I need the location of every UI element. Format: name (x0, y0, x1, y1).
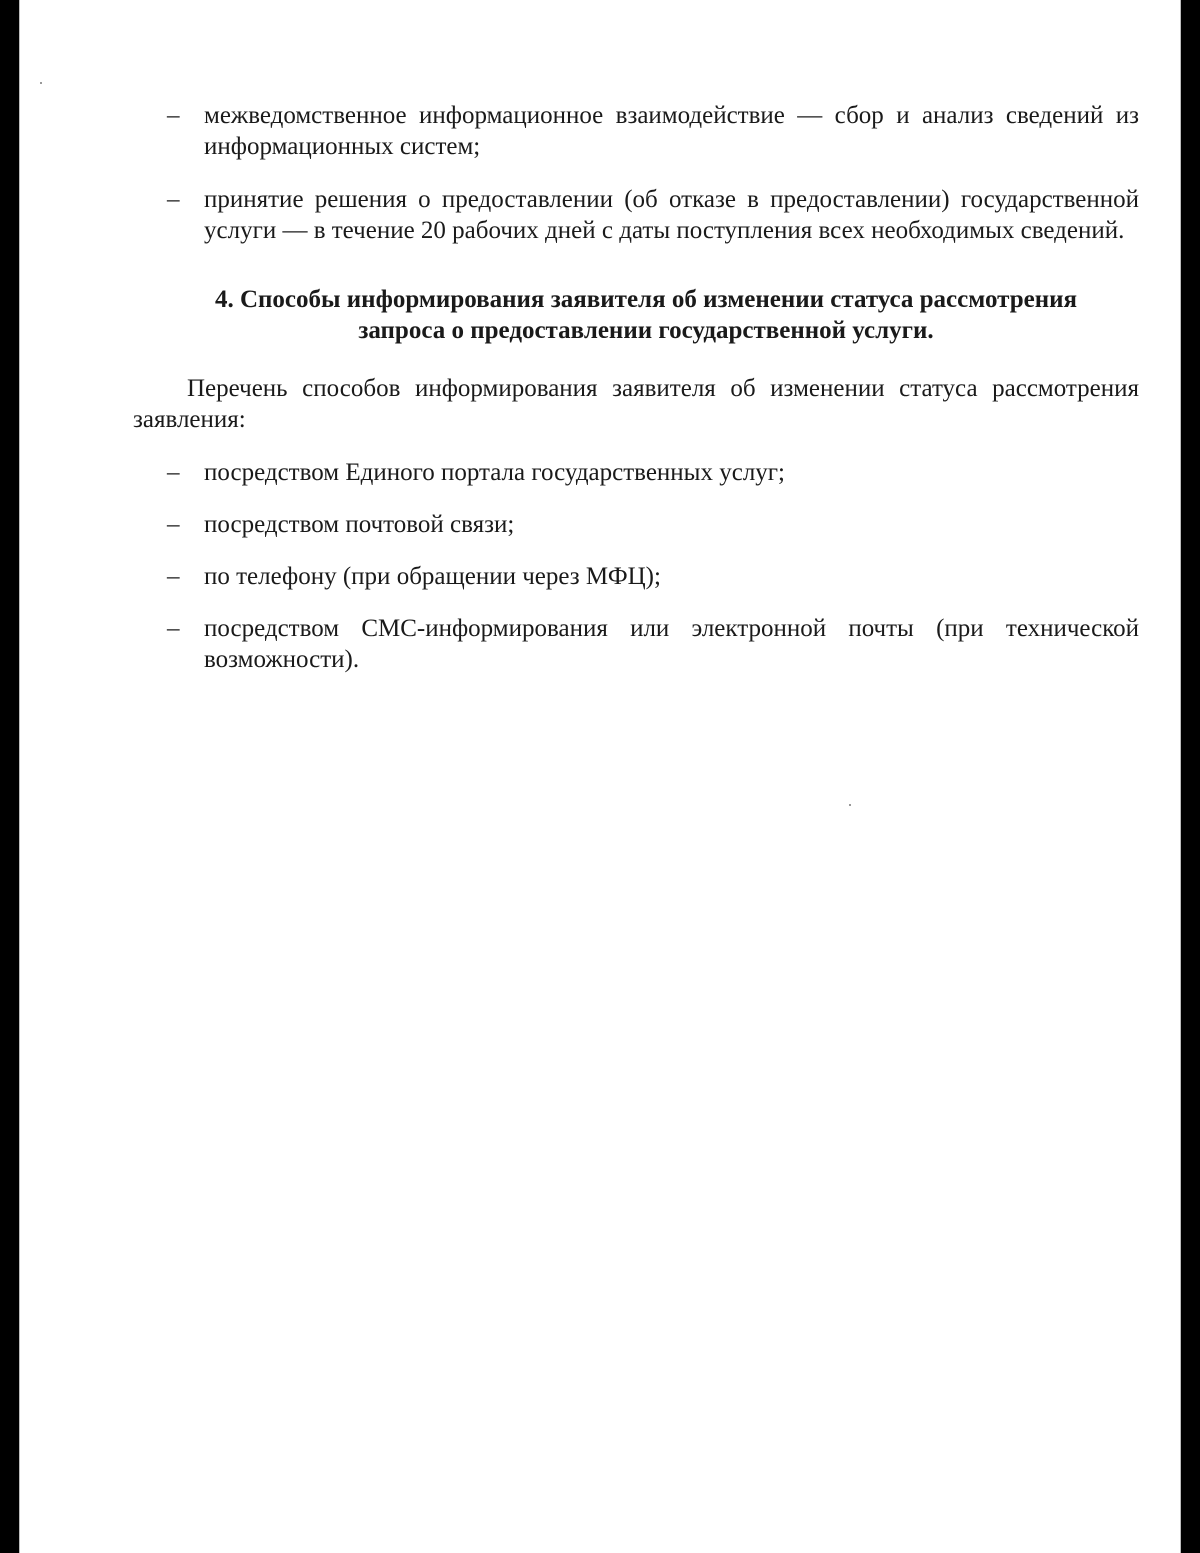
list-item (133, 184, 1139, 246)
list-item-text: посредством почтовой связи; (204, 511, 515, 538)
intro-paragraph: Перечень способов информирования заявителя об изменении статуса рассмотрения заявления: (133, 375, 1139, 433)
list-item (133, 509, 1139, 540)
scan-speck (40, 82, 42, 84)
section-heading-line-2: запроса о предоставлении государственной услуги. (358, 317, 934, 344)
list-item-text: посредством СМС-информирования или электронной почты (при технической возможности). (204, 615, 1139, 673)
list-item (133, 561, 1139, 592)
scan-speck (849, 804, 851, 806)
list-item (133, 100, 1139, 162)
list-item (133, 457, 1139, 488)
list-item-text: межведомственное информационное взаимодействие — сбор и анализ сведений из информационных систем; (204, 102, 1139, 160)
list-item-text: по телефону (при обращении через МФЦ); (204, 563, 661, 590)
list-dash: – (167, 186, 180, 213)
list-item-text: посредством Единого портала государственных услуг; (204, 459, 785, 486)
methods-list (133, 457, 1139, 675)
list-item (133, 613, 1139, 675)
list-dash: – (167, 459, 180, 486)
section-heading (133, 284, 1139, 346)
section-heading-line-1: 4. Способы информирования заявителя об изменении статуса рассмотрения (214, 286, 1078, 313)
list-dash: – (167, 102, 180, 129)
document-content (133, 100, 1139, 696)
list-dash: – (167, 615, 180, 642)
list-dash: – (167, 563, 180, 590)
list-item-text: принятие решения о предоставлении (об отказе в предоставлении) государственной услуги — в течение 20 рабочих дней с даты поступления всех необходимых сведений. (204, 186, 1139, 244)
list-dash: – (167, 511, 180, 538)
document-page (19, 0, 1181, 1553)
